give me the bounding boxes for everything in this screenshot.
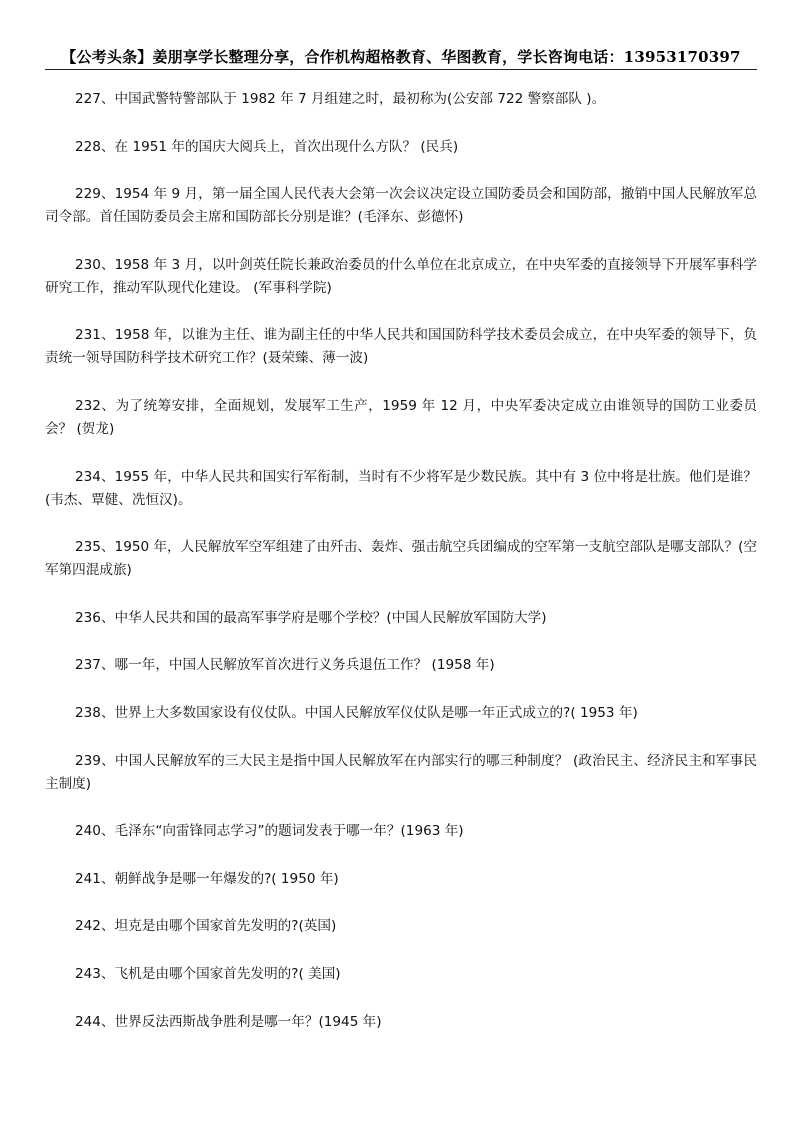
qa-item-243: 243、飞机是由哪个国家首先发明的?( 美国) [75,965,341,982]
qa-item-230: 230、1958 年 3 月，以叶剑英任院长兼政治委员的什么单位在北京成立，在中央军委的直接领导下开展军事科学研究工作，推动军队现代化建设。 (军事科学院) [45,256,757,296]
qa-item-229: 229、1954 年 9 月，第一届全国人民代表大会第一次会议决定设立国防委员会和国防部，撤销中国人民解放军总司令部。首任国防委员会主席和国防部长分别是谁？(毛泽东、彭德怀) [45,186,757,226]
page-header [0,0,800,72]
qa-item-244: 244、世界反法西斯战争胜利是哪一年？(1945 年) [75,1013,382,1030]
qa-item-228: 228、在 1951 年的国庆大阅兵上，首次出现什么方队？ (民兵) [75,138,459,155]
qa-item-238: 238、世界上大多数国家设有仪仗队。中国人民解放军仪仗队是哪一年正式成立的?( 1953 年) [75,704,638,721]
qa-item-242: 242、坦克是由哪个国家首先发明的?(英国) [75,918,337,935]
qa-item-227: 227、中国武警特警部队于 1982 年 7 月组建之时，最初称为(公安部 722 警察部队 )。 [75,91,606,107]
question-list [45,88,757,1058]
qa-item-234: 234、1955 年，中华人民共和国实行军衔制，当时有不少将军是少数民族。其中有 3 位中将是壮族。他们是谁？(韦杰、覃健、冼恒汉)。 [45,468,757,508]
qa-item-240: 240、毛泽东“向雷锋同志学习”的题词发表于哪一年？(1963 年) [75,823,464,840]
qa-item-236: 236、中华人民共和国的最高军事学府是哪个学校？(中国人民解放军国防大学) [75,609,547,626]
qa-item-237: 237、哪一年，中国人民解放军首次进行义务兵退伍工作？ (1958 年) [75,657,495,674]
qa-item-231: 231、1958 年，以谁为主任、谁为副主任的中华人民共和国国防科学技术委员会成立，在中央军委的领导下，负责统一领导国防科学技术研究工作？(聂荣臻、薄一波) [45,327,757,367]
header-text: 【公考头条】姜朋享学长整理分享，合作机构超格教育、华图教育，学长咨询电话：13953170397 [61,48,741,66]
qa-item-241: 241、朝鲜战争是哪一年爆发的?( 1950 年) [75,870,339,887]
qa-item-232: 232、为了统筹安排，全面规划，发展军工生产，1959 年 12 月，中央军委决定成立由谁领导的国防工业委员会？ (贺龙) [45,397,757,437]
header-divider [45,69,757,70]
qa-item-235: 235、1950 年，人民解放军空军组建了由歼击、轰炸、强击航空兵团编成的空军第一支航空部队是哪支部队？(空军第四混成旅) [45,539,757,579]
qa-item-239: 239、中国人民解放军的三大民主是指中国人民解放军在内部实行的哪三种制度？ (政治民主、经济民主和军事民主制度) [45,752,757,792]
